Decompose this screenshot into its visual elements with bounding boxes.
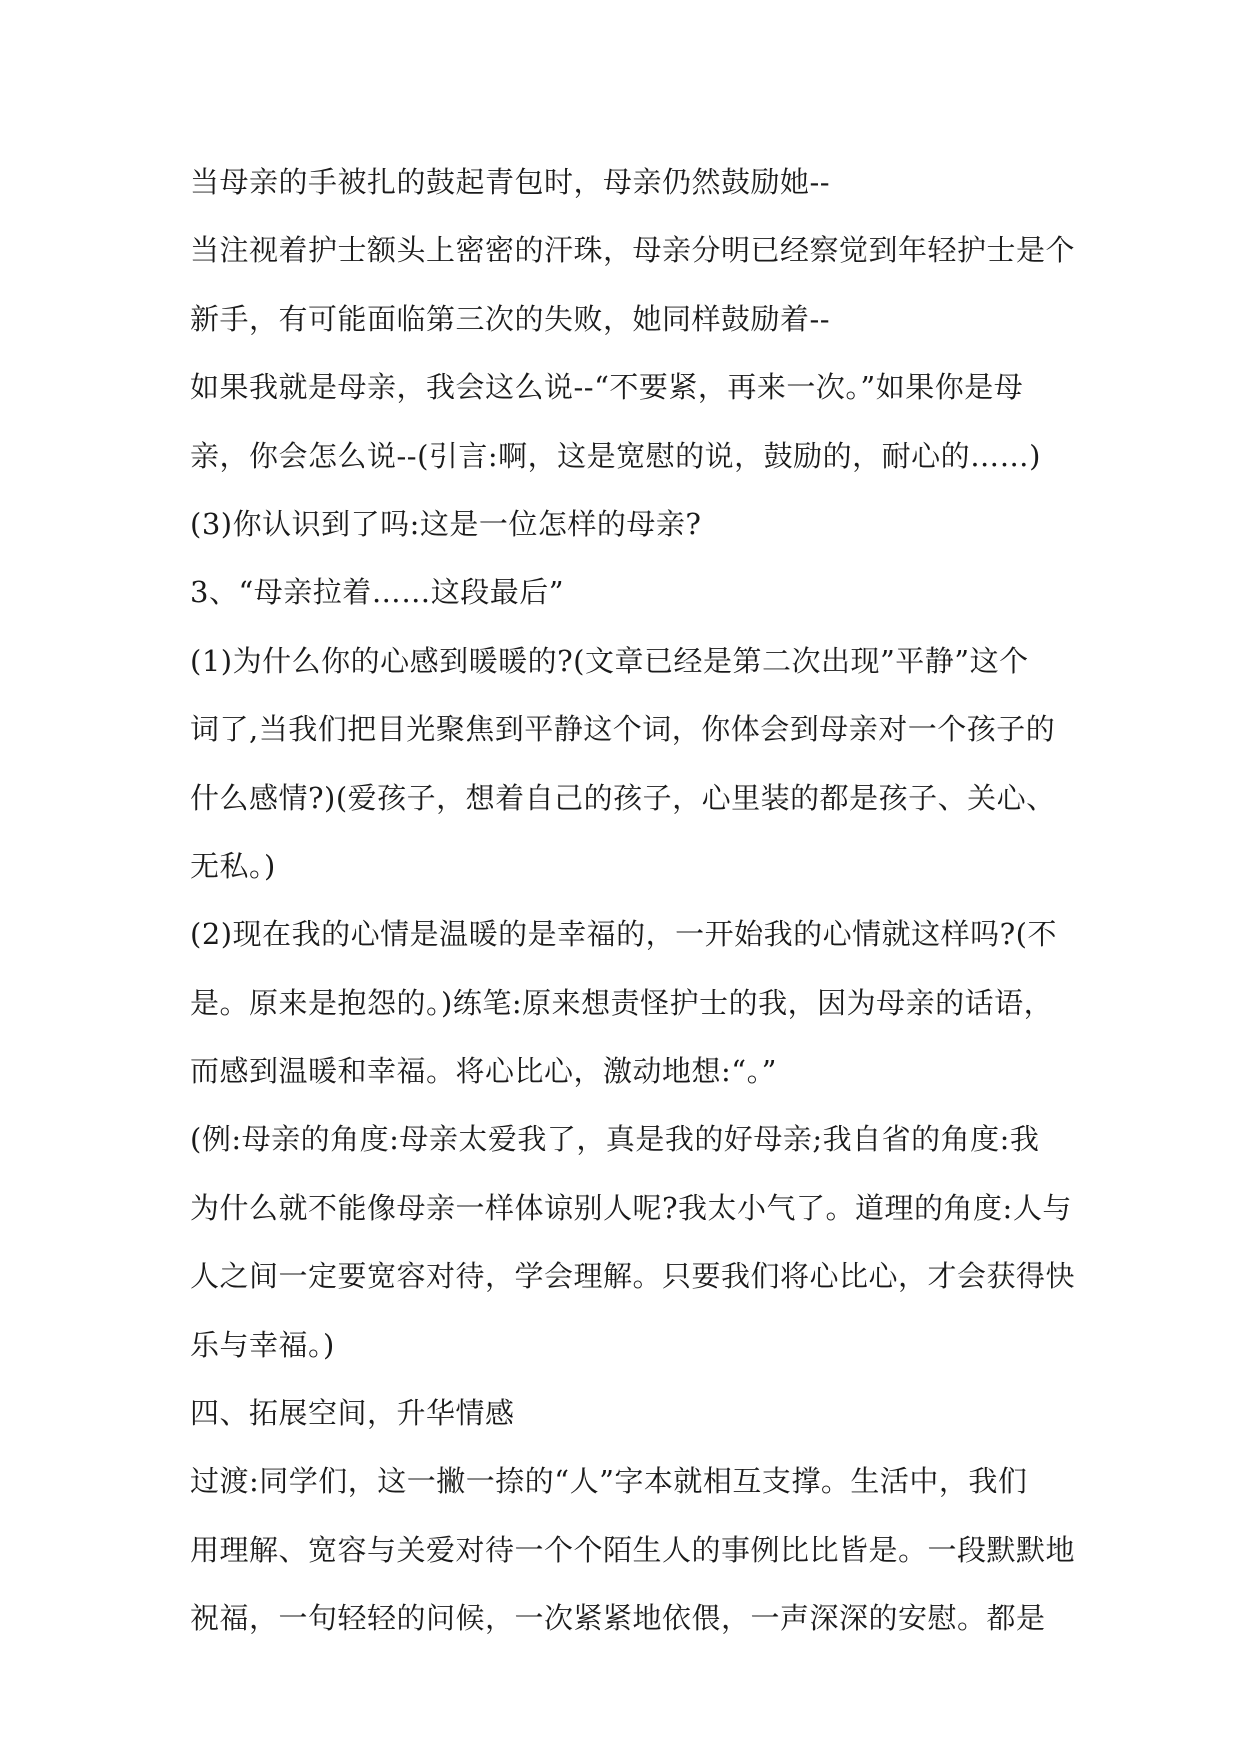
text-line-21: 用理解、宽容与关爱对待一个个陌生人的事例比比皆是。一段默默地 — [190, 1532, 1076, 1567]
text-line-9: 词了,当我们把目光聚焦到平静这个词，你体会到母亲对一个孩子的 — [190, 712, 1056, 747]
text-line-12: (2)现在我的心情是温暖的是幸福的，一开始我的心情就这样吗?(不 — [190, 917, 1057, 952]
document-body — [190, 158, 1076, 1663]
text-line-3: 新手，有可能面临第三次的失败，她同样鼓励着-- — [190, 301, 831, 336]
text-line-14: 而感到温暖和幸福。将心比心，激动地想:“。” — [190, 1054, 777, 1089]
text-line-6: (3)你认识到了吗:这是一位怎样的母亲? — [190, 506, 702, 541]
text-line-10: 什么感情?)(爱孩子，想着自己的孩子，心里装的都是孩子、关心、 — [190, 780, 1056, 815]
text-line-20: 过渡:同学们，这一撇一捺的“人”字本就相互支撑。生活中，我们 — [190, 1464, 1028, 1499]
text-line-18: 乐与幸福。) — [190, 1327, 335, 1362]
section-heading-4: 四、拓展空间，升华情感 — [190, 1396, 515, 1431]
text-line-8: (1)为什么你的心感到暖暖的?(文章已经是第二次出现”平静”这个 — [190, 643, 1029, 678]
text-line-2: 当注视着护士额头上密密的汗珠，母亲分明已经察觉到年轻护士是个 — [190, 233, 1076, 268]
text-line-13: 是。原来是抱怨的。)练笔:原来想责怪护士的我，因为母亲的话语， — [190, 985, 1054, 1020]
text-line-16: 为什么就不能像母亲一样体谅别人呢?我太小气了。道理的角度:人与 — [190, 1190, 1072, 1225]
text-line-22: 祝福，一句轻轻的问候，一次紧紧地依偎，一声深深的安慰。都是 — [190, 1601, 1046, 1636]
section-heading-3: 3、“母亲拉着……这段最后” — [190, 575, 565, 610]
text-line-17: 人之间一定要宽容对待，学会理解。只要我们将心比心，才会获得快 — [190, 1259, 1076, 1294]
text-line-1: 当母亲的手被扎的鼓起青包时，母亲仍然鼓励她-- — [190, 165, 831, 199]
text-line-11: 无私。) — [190, 848, 276, 883]
text-line-4: 如果我就是母亲，我会这么说--“不要紧，再来一次。”如果你是母 — [190, 370, 1024, 405]
text-line-5: 亲，你会怎么说--(引言:啊，这是宽慰的说，鼓励的，耐心的……) — [190, 438, 1041, 473]
text-line-15: (例:母亲的角度:母亲太爱我了，真是我的好母亲;我自省的角度:我 — [190, 1122, 1040, 1157]
